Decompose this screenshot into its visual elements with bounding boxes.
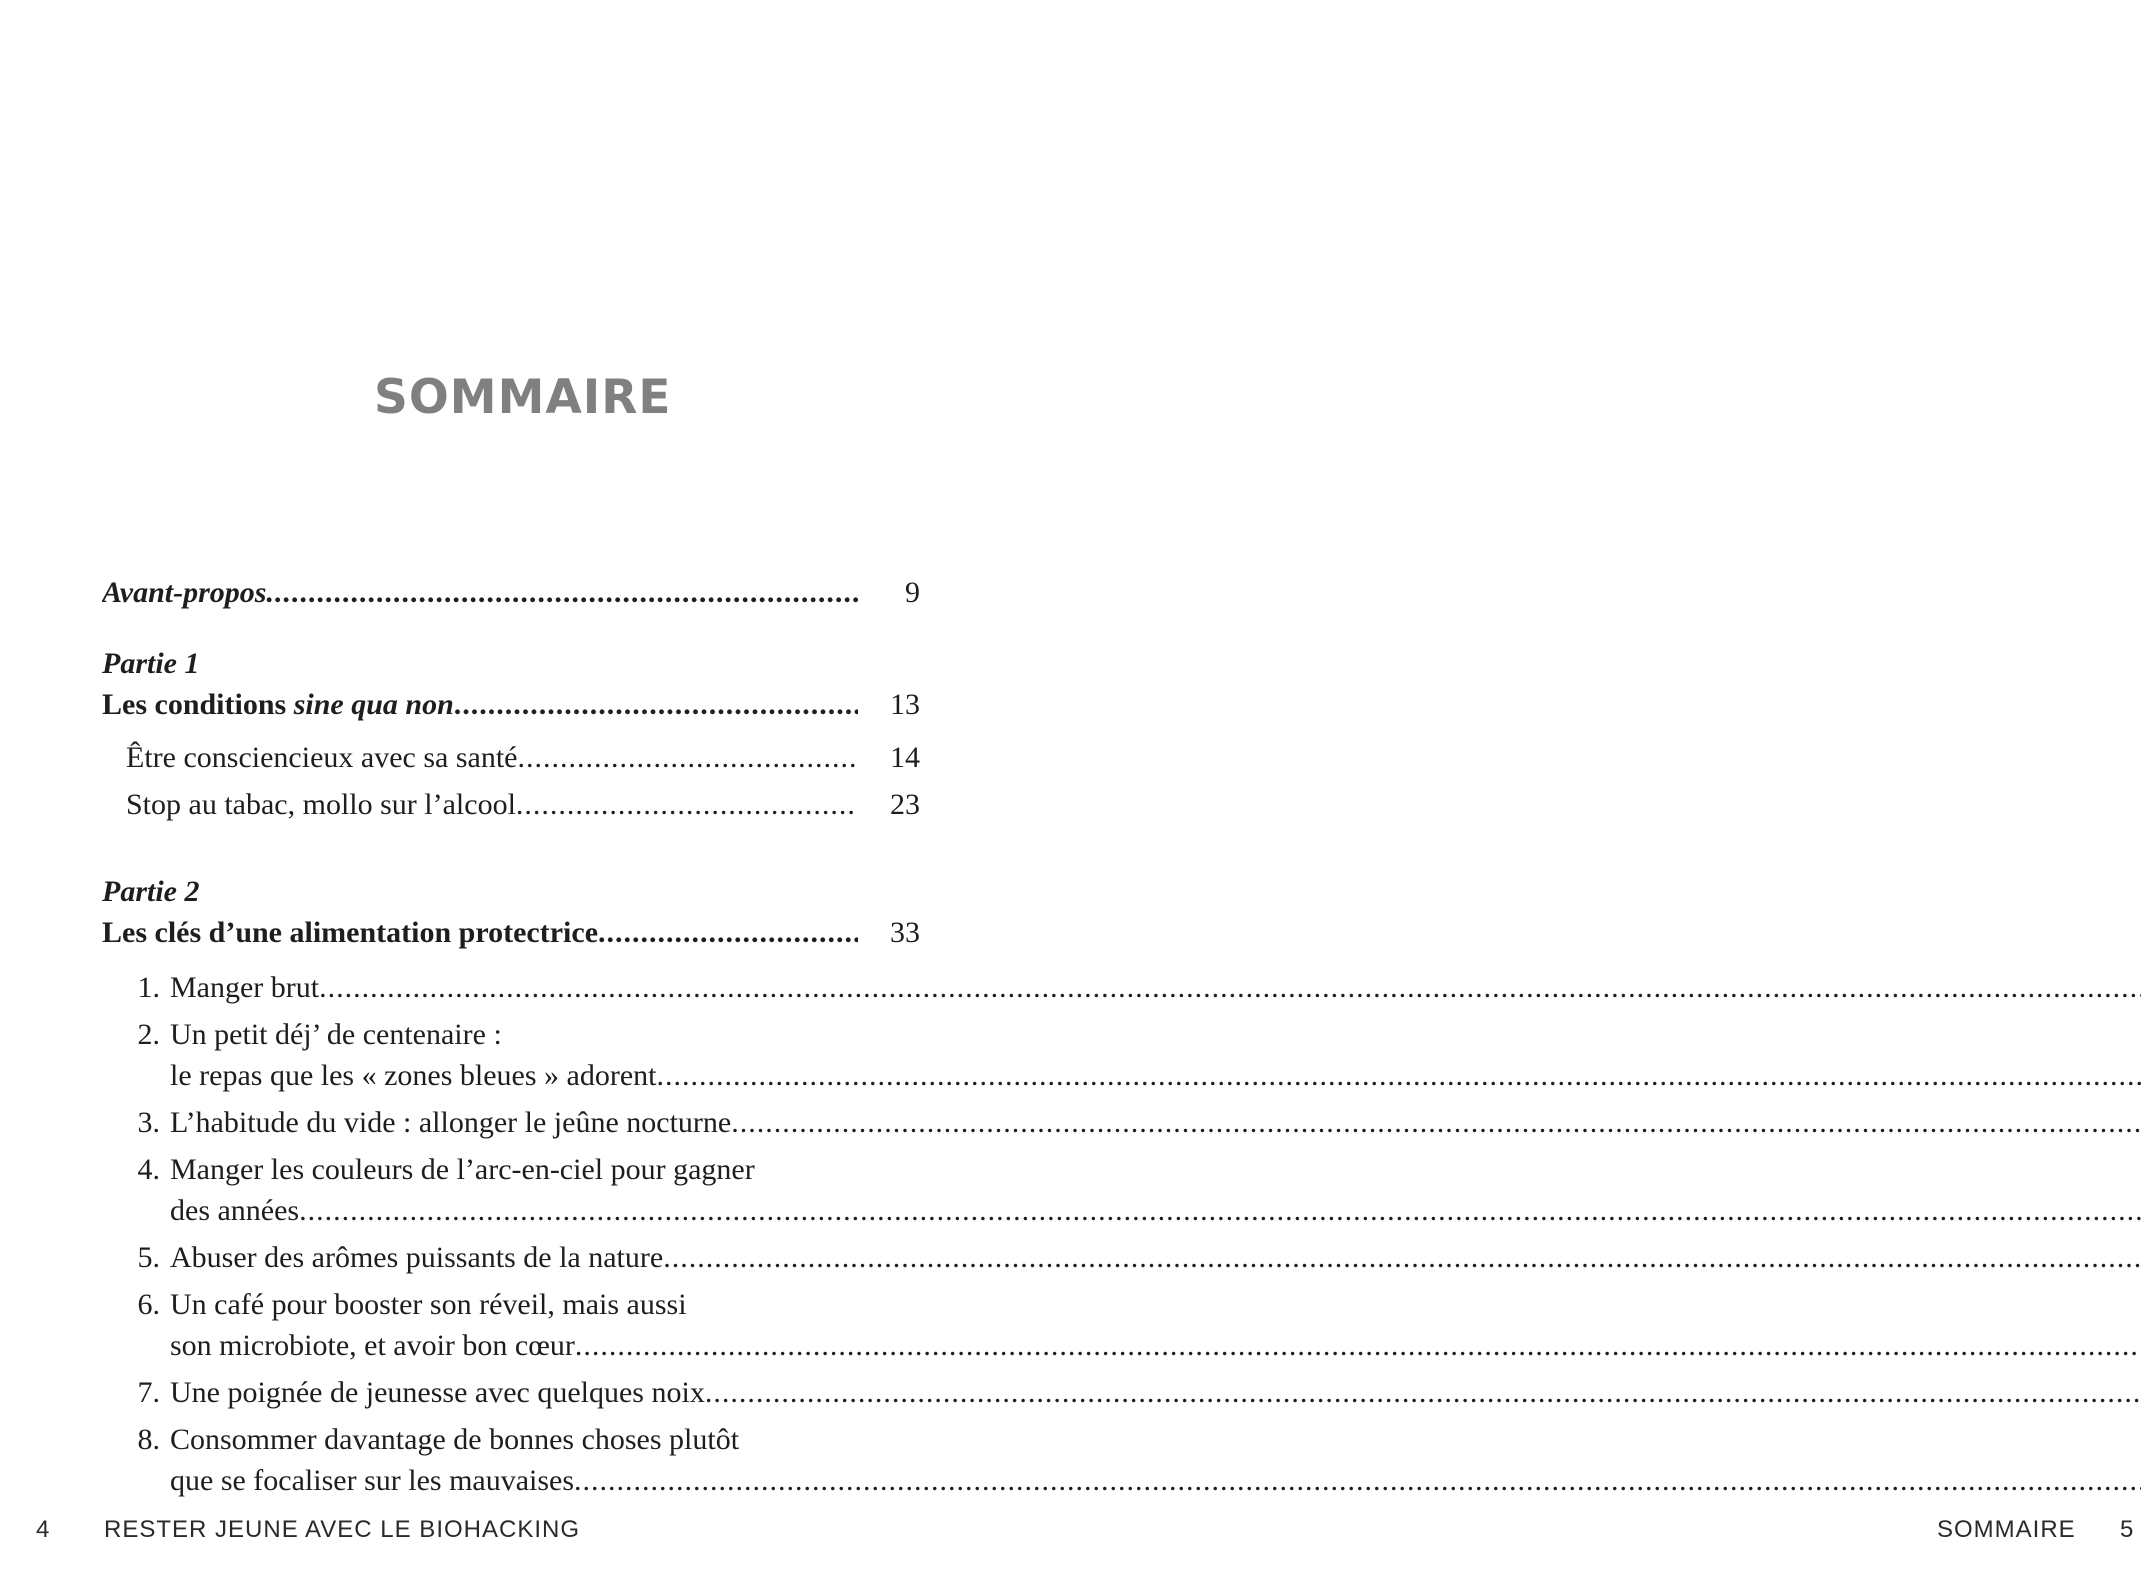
entry-number: 8. <box>137 1423 160 1456</box>
entry-label: des années <box>170 1194 300 1227</box>
entry-label-line1: Un petit déj’ de centenaire : <box>170 1018 502 1051</box>
toc-numbered-entry[interactable] <box>102 1149 920 1231</box>
toc-numbered-entry[interactable] <box>102 1419 920 1501</box>
dot-leader <box>517 737 858 778</box>
entry-number: 4. <box>137 1153 160 1186</box>
dot-leader <box>454 684 858 725</box>
page-title: SOMMAIRE <box>374 370 672 425</box>
entry-number: 3. <box>137 1106 160 1139</box>
part-label: Partie 2 <box>102 875 200 908</box>
toc-numbered-entry[interactable] <box>102 1284 920 1366</box>
page-number: 13 <box>890 688 920 721</box>
dot-leader <box>266 572 858 613</box>
numbered-list <box>102 967 920 1501</box>
running-header-right: SOMMAIRE <box>1937 1516 2076 1543</box>
entry-label: le repas que les « zones bleues » adorent <box>170 1059 657 1092</box>
entry-label: Manger brut <box>170 971 320 1004</box>
part-label: Partie 1 <box>102 647 200 680</box>
entry-number: 5. <box>137 1241 160 1274</box>
entry-number: 2. <box>137 1018 160 1051</box>
dot-leader <box>598 912 858 953</box>
right-page <box>1070 0 2141 1574</box>
running-header-left: RESTER JEUNE AVEC LE BIOHACKING <box>104 1516 580 1543</box>
toc-entry-avant-propos[interactable] <box>102 572 920 613</box>
toc-numbered-entry[interactable] <box>102 1372 920 1413</box>
entry-label-line1: Manger les couleurs de l’arc-en-ciel pour gagner <box>170 1153 755 1186</box>
page-number-right: 5 <box>2120 1516 2135 1543</box>
entry-label: Stop au tabac, mollo sur l’alcool <box>126 788 516 821</box>
entry-number: 1. <box>137 971 160 1004</box>
toc-entry-part-title[interactable] <box>102 912 920 953</box>
page-number: 9 <box>905 576 920 609</box>
entry-label: son microbiote, et avoir bon cœur <box>170 1329 575 1362</box>
entry-label: Les conditions sine qua non <box>102 688 454 721</box>
entry-label-line1: Un café pour booster son réveil, mais aussi <box>170 1288 687 1321</box>
entry-label: Les clés d’une alimentation protectrice <box>102 916 599 949</box>
toc-numbered-entry[interactable] <box>102 1237 920 1278</box>
entry-label: que se focaliser sur les mauvaises <box>170 1464 575 1497</box>
entry-number: 6. <box>137 1288 160 1321</box>
toc-entry[interactable] <box>102 784 920 825</box>
toc-entry[interactable] <box>102 737 920 778</box>
toc-entry-part-title[interactable] <box>102 684 920 725</box>
entry-label-line1: Consommer davantage de bonnes choses plutôt <box>170 1423 740 1456</box>
entry-number: 7. <box>137 1376 160 1409</box>
entry-label: Être consciencieux avec sa santé <box>126 741 518 774</box>
page-number: 23 <box>890 788 920 821</box>
page-number-left: 4 <box>36 1516 51 1543</box>
page-number: 14 <box>890 741 920 774</box>
entry-label: Une poignée de jeunesse avec quelques noix <box>170 1376 705 1409</box>
entry-label: Avant-propos <box>102 576 267 609</box>
toc-numbered-entry[interactable] <box>102 1102 920 1143</box>
dot-leader <box>516 784 858 825</box>
left-page <box>0 0 1070 1574</box>
table-of-contents-left <box>102 572 920 1501</box>
toc-numbered-entry[interactable] <box>102 1014 920 1096</box>
entry-label: Abuser des arômes puissants de la nature <box>170 1241 664 1274</box>
toc-numbered-entry[interactable] <box>102 967 920 1008</box>
entry-label: L’habitude du vide : allonger le jeûne nocturne <box>170 1106 732 1139</box>
page-number: 33 <box>890 916 920 949</box>
